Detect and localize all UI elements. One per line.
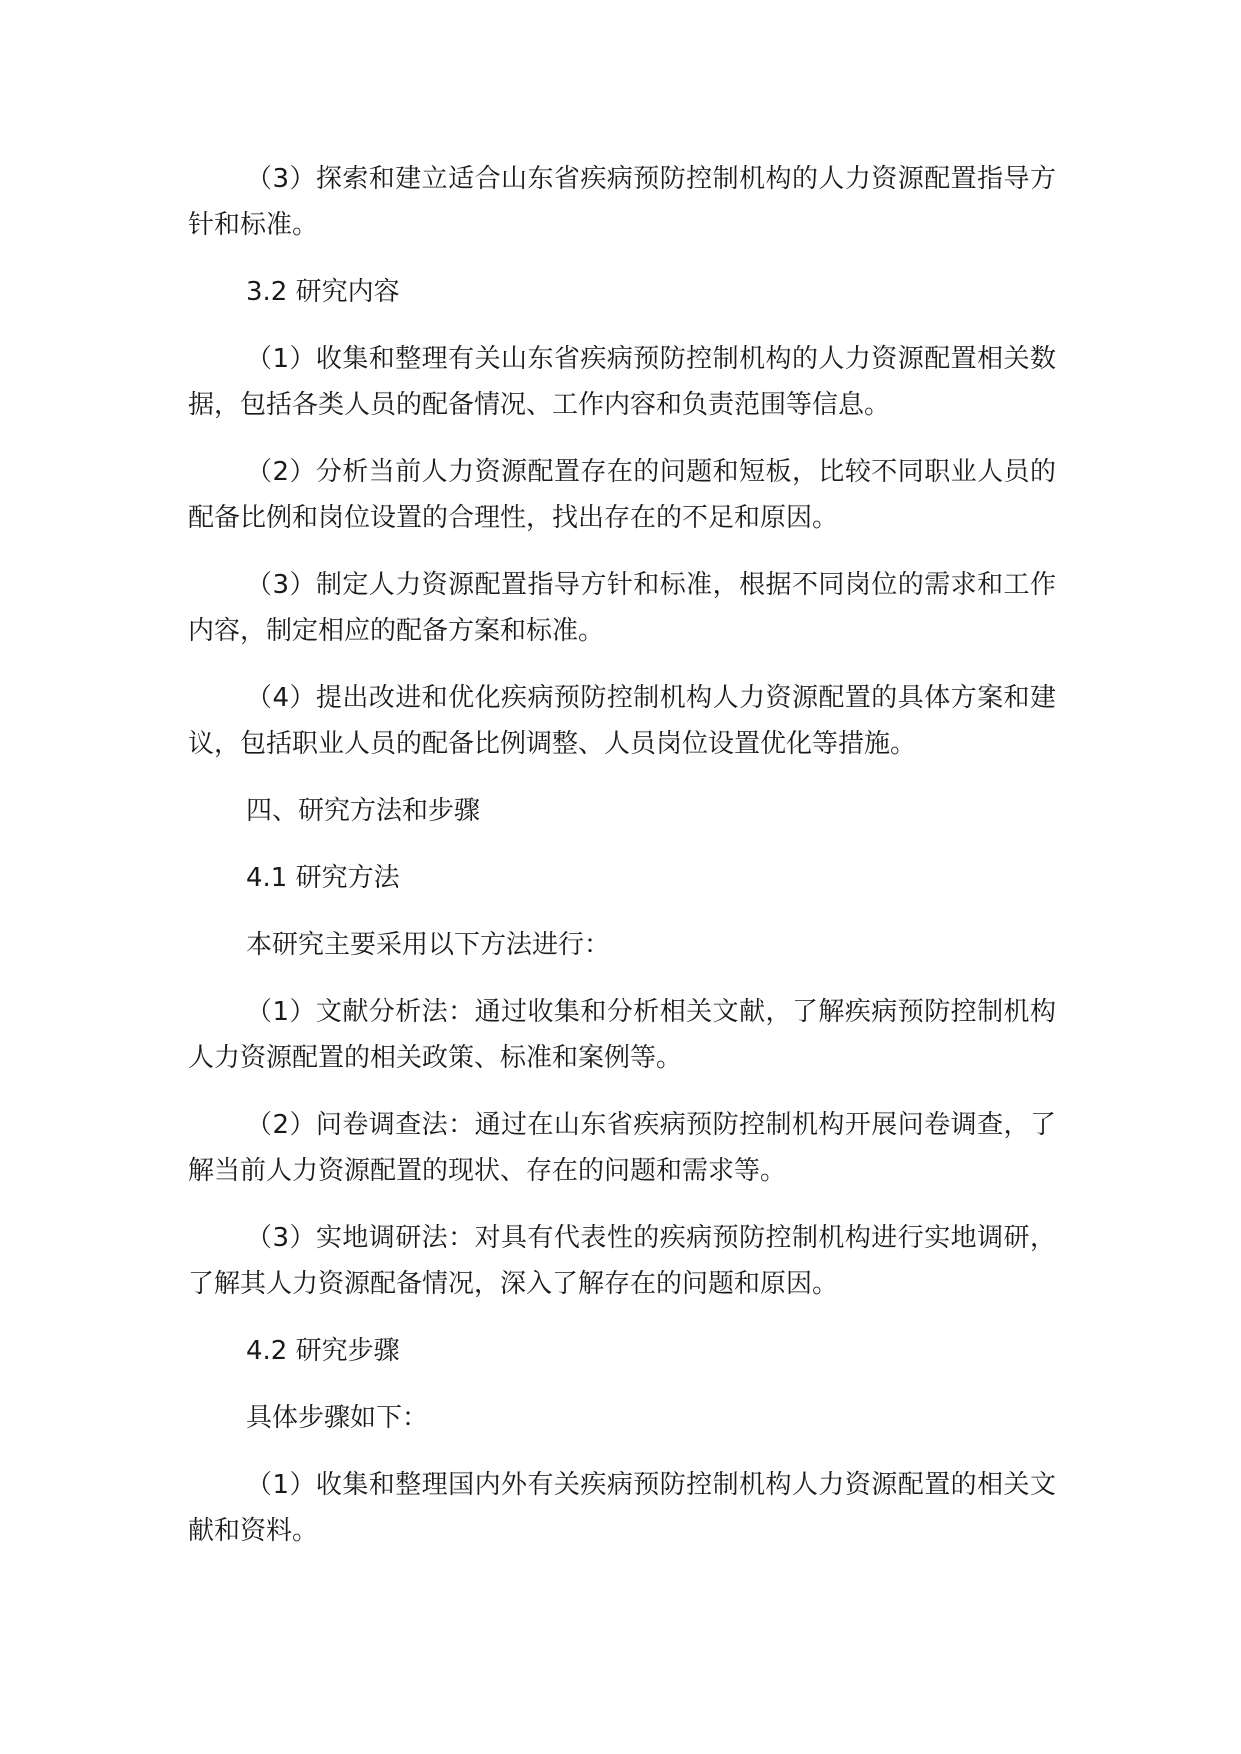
paragraph-methods-intro: 本研究主要采用以下方法进行： [246,930,611,960]
section-heading-4: 四、研究方法和步骤 [246,796,481,826]
paragraph-method-1: （1）文献分析法：通过收集和分析相关文献，了解疾病预防控制机构人力资源配置的相关政策、标准和案例等。 [188,997,1056,1073]
paragraph-method-3: （3）实地调研法：对具有代表性的疾病预防控制机构进行实地调研，了解其人力资源配备情况，深入了解存在的问题和原因。 [188,1223,1056,1299]
paragraph-step-1: （1）收集和整理国内外有关疾病预防控制机构人力资源配置的相关文献和资料。 [188,1470,1056,1546]
paragraph-content-4: （4）提出改进和优化疾病预防控制机构人力资源配置的具体方案和建议，包括职业人员的配备比例调整、人员岗位设置优化等措施。 [188,683,1056,759]
paragraph-content-2: （2）分析当前人力资源配置存在的问题和短板，比较不同职业人员的配备比例和岗位设置的合理性，找出存在的不足和原因。 [188,457,1056,533]
section-heading-3-2: 3.2 研究内容 [246,277,400,307]
paragraph-content-3: （3）制定人力资源配置指导方针和标准，根据不同岗位的需求和工作内容，制定相应的配备方案和标准。 [188,570,1056,646]
section-heading-4-2: 4.2 研究步骤 [246,1336,400,1366]
paragraph-method-2: （2）问卷调查法：通过在山东省疾病预防控制机构开展问卷调查，了解当前人力资源配置的现状、存在的问题和需求等。 [188,1110,1056,1186]
paragraph-steps-intro: 具体步骤如下： [246,1403,429,1433]
paragraph-content-1: （1）收集和整理有关山东省疾病预防控制机构的人力资源配置相关数据，包括各类人员的配备情况、工作内容和负责范围等信息。 [188,344,1056,420]
paragraph-objective-3: （3）探索和建立适合山东省疾病预防控制机构的人力资源配置指导方针和标准。 [188,164,1056,240]
document-body [188,156,1056,1575]
section-heading-4-1: 4.1 研究方法 [246,863,400,893]
